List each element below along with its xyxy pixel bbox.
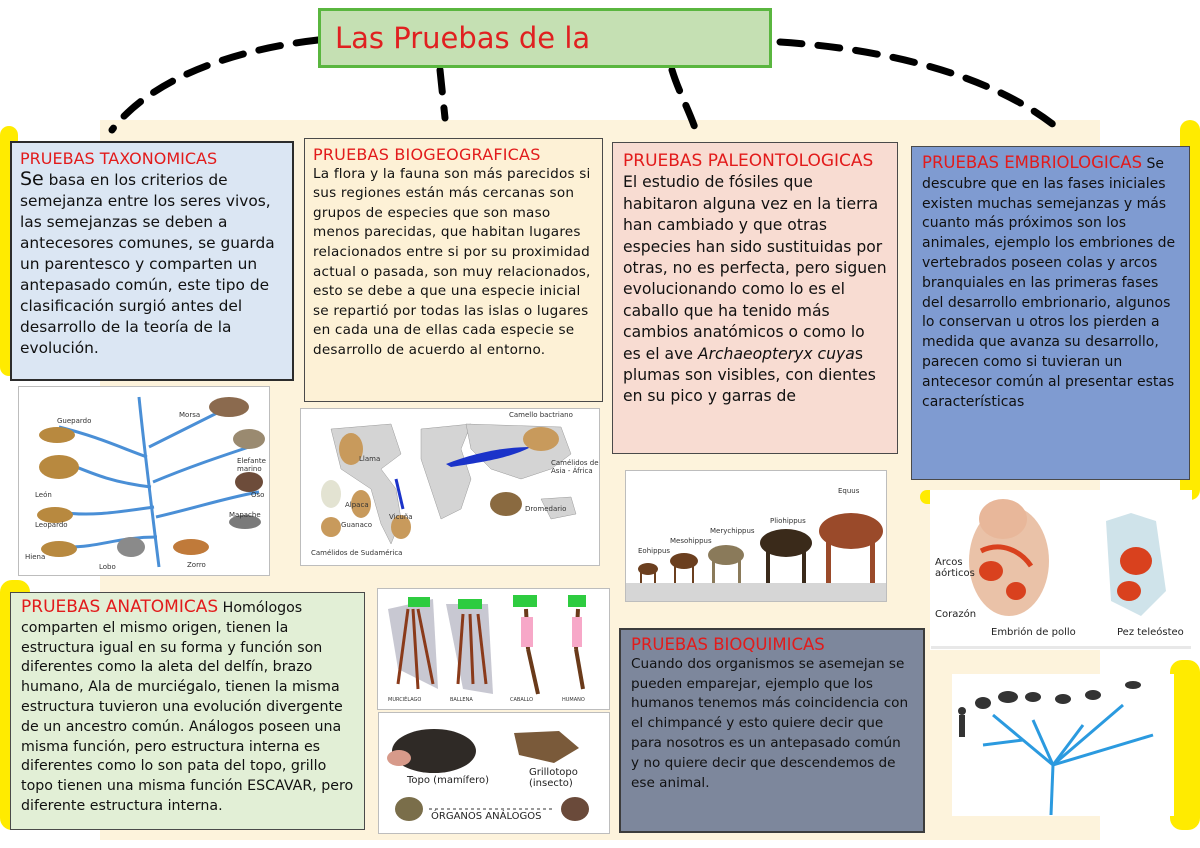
phylogeny-tree-image [952, 674, 1174, 816]
biogeograficas-text: La flora y la fauna son más parecidos si sus regiones están más cercanas son grupos de especies que son maso menos parecidas, que habitan lugares relacionados entre si por su proximidad actual o pasada, son muy relacionados, esto se debe a que una especie inicial se repartió por todas las islas o lugares en cada una de ellas cada especie se desarrollo de acuerdo al entorno. [313, 165, 591, 358]
taxonomy-tree-image [18, 386, 270, 576]
horse-label-3: Pliohippus [770, 517, 806, 525]
analog-label-1: Grillotopo (insecto) [529, 767, 578, 789]
biogeograficas-box [304, 138, 603, 402]
horse-label-4: Equus [838, 487, 860, 495]
limb-label-0: MURCIÉLAGO [388, 697, 422, 703]
bio-label-6: Vicuña [389, 513, 413, 521]
taxonomicas-box [10, 141, 294, 381]
analog-label-0: Topo (mamífero) [407, 775, 490, 786]
phylogeny-tree-drawing [953, 675, 1174, 816]
embryo-label-3: Pez teleósteo [1117, 627, 1184, 638]
limb-label-1: BALLENA [450, 697, 473, 703]
embryo-label-1: Corazón [935, 609, 977, 620]
tax-label-2: Elefante marino [237, 457, 266, 473]
embryo-image [930, 490, 1192, 650]
horse-label-1: Mesohippus [670, 537, 712, 545]
anatomicas-text: Homólogos comparten el mismo origen, tienen la estructura igual en su forma y función son diferentes como la aleta del delfín, brazo humano, Ala de murciégalo, tienen la misma estructura tuvieron una evolución divergente de un ancestro común. Análogos poseen una misma función, pero estructura interna es diferentes como lo son pata del topo, grillo topo tienen una misma función ESCAVAR, pero diferente estructura interna. [21, 600, 354, 814]
limb-label-3: HUMANO [562, 697, 585, 703]
anatomicas-heading: PRUEBAS ANATOMICAS [21, 597, 219, 617]
paleontologicas-heading: PRUEBAS PALEONTOLOGICAS [623, 151, 874, 171]
bioquimicas-box [619, 628, 925, 833]
bio-label-1: Llama [359, 455, 381, 463]
anatomicas-box [10, 592, 365, 830]
bio-label-4: Dromedario [525, 505, 567, 513]
tax-label-8: Lobo [99, 563, 116, 571]
paleontologicas-text-b: s plumas son visibles, con dientes en su pico y garras de [623, 344, 876, 406]
bio-label-5: Guanaco [341, 521, 373, 529]
embriologicas-heading: PRUEBAS EMBRIOLOGICAS [922, 153, 1143, 172]
tax-label-9: Zorro [187, 561, 206, 569]
bio-label-7: Camélidos de Sudamérica [311, 549, 403, 557]
tax-label-4: Oso [251, 491, 265, 499]
paleontologicas-species: Archaeopteryx cuya [697, 344, 855, 363]
analogous-organs-image [378, 712, 610, 834]
taxonomicas-heading: PRUEBAS TAXONOMICAS [20, 149, 218, 168]
biogeograficas-heading: PRUEBAS BIOGEOGRAFICAS [313, 145, 541, 164]
taxonomy-tree-drawing [19, 387, 270, 576]
horse-label-0: Eohippus [638, 547, 671, 555]
taxonomicas-text [20, 169, 284, 359]
embriologicas-text: Se descubre que en las fases iniciales existen muchas semejanzas y más cuanto más próximos son los animales, ejemplo los embriones de vertebrados poseen colas y arcos branquiales en las primeras fases del desarrollo embrionario, algunos lo conservan u otros los pierden a medida que avanza su desarrollo, parecen como si tuvieran un antecesor común al presentar estas características [922, 156, 1176, 410]
embriologicas-box [911, 146, 1190, 480]
tax-label-5: Leopardo [35, 521, 68, 529]
bio-label-3: Alpaca [345, 501, 369, 509]
tax-label-7: Hiena [25, 553, 46, 561]
bio-label-2: Camélidos de Asia - África [551, 459, 599, 475]
limb-label-2: CABALLO [510, 697, 534, 703]
embryo-label-2: Embrión de pollo [991, 627, 1076, 638]
bio-label-0: Camello bactriano [509, 411, 573, 419]
tax-label-6: Mapache [229, 511, 261, 519]
embryo-label-0: Arcos aórticos [935, 557, 975, 579]
paleontologicas-text-a: El estudio de fósiles que habitaron alguna vez en la tierra han cambiado y que otras especies han sido sustituidas por otras, no es perfecta, pero siguen evolucionando como lo es el caballo que ha tenido más cambios anatómicos o como lo es el ave [623, 173, 887, 363]
tax-label-0: Guepardo [57, 417, 92, 425]
paleontologicas-box [612, 142, 898, 454]
horse-label-2: Merychippus [710, 527, 755, 535]
analog-label-2: ÓRGANOS ANÁLOGOS [431, 811, 542, 822]
tax-label-1: Morsa [179, 411, 201, 419]
title-banner [318, 8, 772, 68]
biogeography-map-image [300, 408, 600, 566]
taxonomicas-lead: Se [20, 168, 44, 190]
taxonomicas-body: basa en los criterios de semejanza entre los seres vivos, las semejanzas se deben a antecesores comunes, se guarda un parentesco y comparten un antepasado común, este tipo de clasificación surgió antes del desarrollo de la teoría de la evolución. [20, 171, 275, 357]
bioquimicas-text: Cuando dos organismos se asemejan se pueden emparejar, ejemplo que los humanos tenemos más coincidencia con el chimpancé y esto quiere decir que para nosotros es un antepasado común y no quiere decir que descendemos de ese animal. [631, 655, 909, 791]
page-title: Las Pruebas de la [335, 21, 591, 55]
bioquimicas-heading: PRUEBAS BIOQUIMICAS [631, 635, 825, 654]
homologous-limbs-image [377, 588, 610, 710]
horse-evolution-image [625, 470, 887, 602]
homologous-limbs-drawing [378, 589, 610, 710]
biogeography-map-drawing [301, 409, 600, 566]
tax-label-3: León [35, 491, 52, 499]
